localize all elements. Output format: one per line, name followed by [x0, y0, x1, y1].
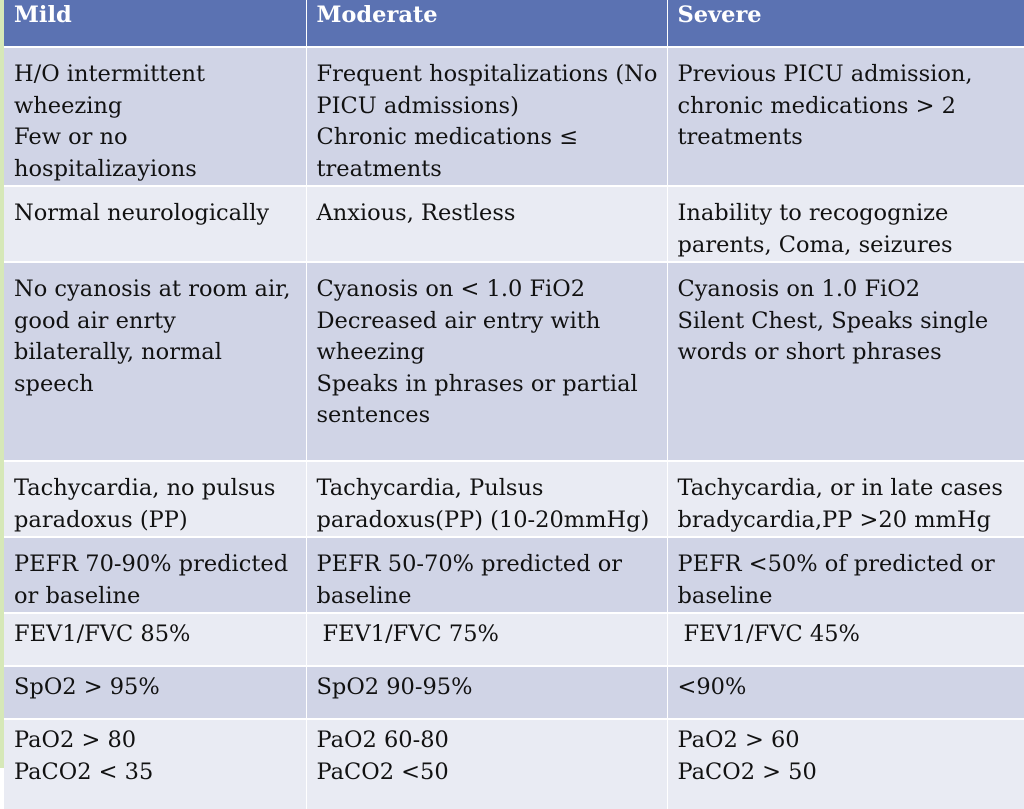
cell-moderate	[306, 186, 667, 262]
table-row	[4, 262, 1024, 461]
cell-severe	[667, 461, 1024, 537]
cell-mild	[4, 537, 306, 613]
cell-text: Tachycardia, no pulsus paradoxus (PP)	[14, 475, 276, 533]
cell-severe	[667, 186, 1024, 262]
cell-severe	[667, 719, 1024, 809]
cell-text: PEFR 50-70% predicted or baseline	[316, 551, 623, 609]
cell-text: SpO2 > 95%	[14, 674, 160, 700]
cell-text: Frequent hospitalizations (No PICU admissions) Chronic medications ≤ treatments	[316, 61, 658, 182]
cell-text: Cyanosis on < 1.0 FiO2 Decreased air entry with wheezing Speaks in phrases or partial sentences	[316, 276, 638, 428]
cell-text: No cyanosis at room air, good air enrty bilaterally, normal speech	[14, 276, 291, 397]
table-row	[4, 537, 1024, 613]
cell-mild	[4, 186, 306, 262]
table-row	[4, 47, 1024, 186]
header-mild: Mild	[4, 0, 306, 47]
cell-text: Inability to recogognize parents, Coma, seizures	[677, 200, 953, 258]
cell-severe	[667, 537, 1024, 613]
cell-text: Previous PICU admission, chronic medications > 2 treatments	[677, 61, 973, 150]
cell-moderate	[306, 47, 667, 186]
cell-text: <90%	[677, 674, 747, 700]
table-row	[4, 613, 1024, 666]
cell-moderate	[306, 613, 667, 666]
table-row	[4, 666, 1024, 719]
cell-moderate	[306, 666, 667, 719]
cell-text: PEFR <50% of predicted or baseline	[677, 551, 995, 609]
cell-mild	[4, 262, 306, 461]
cell-text: FEV1/FVC 85%	[14, 621, 191, 647]
cell-mild	[4, 719, 306, 809]
cell-moderate	[306, 461, 667, 537]
header-severe: Severe	[667, 0, 1024, 47]
asthma-severity-table	[4, 0, 1024, 809]
cell-text: Cyanosis on 1.0 FiO2 Silent Chest, Speaks single words or short phrases	[677, 276, 989, 365]
cell-text: H/O intermittent wheezing Few or no hospitalizayions	[14, 61, 206, 182]
cell-moderate	[306, 719, 667, 809]
cell-text: FEV1/FVC 75%	[322, 621, 499, 647]
table-row	[4, 186, 1024, 262]
cell-text: FEV1/FVC 45%	[683, 621, 860, 647]
header-moderate: Moderate	[306, 0, 667, 47]
cell-moderate	[306, 262, 667, 461]
cell-text: PaO2 > 60 PaCO2 > 50	[677, 727, 817, 785]
cell-text: PaO2 60-80 PaCO2 <50	[316, 727, 449, 785]
cell-severe	[667, 613, 1024, 666]
cell-severe	[667, 262, 1024, 461]
cell-mild	[4, 613, 306, 666]
cell-text: Tachycardia, or in late cases bradycardia,PP >20 mmHg	[677, 475, 1003, 533]
cell-text: Anxious, Restless	[316, 200, 516, 226]
table-row	[4, 719, 1024, 809]
cell-mild	[4, 666, 306, 719]
cell-text: SpO2 90-95%	[316, 674, 473, 700]
cell-moderate	[306, 537, 667, 613]
cell-severe	[667, 47, 1024, 186]
cell-text: PEFR 70-90% predicted or baseline	[14, 551, 289, 609]
cell-text: Normal neurologically	[14, 200, 270, 226]
header-row	[4, 0, 1024, 47]
cell-text: Tachycardia, Pulsus paradoxus(PP) (10-20mmHg)	[316, 475, 650, 533]
cell-text: PaO2 > 80 PaCO2 < 35	[14, 727, 154, 785]
cell-mild	[4, 461, 306, 537]
table-row	[4, 461, 1024, 537]
cell-severe	[667, 666, 1024, 719]
cell-mild	[4, 47, 306, 186]
